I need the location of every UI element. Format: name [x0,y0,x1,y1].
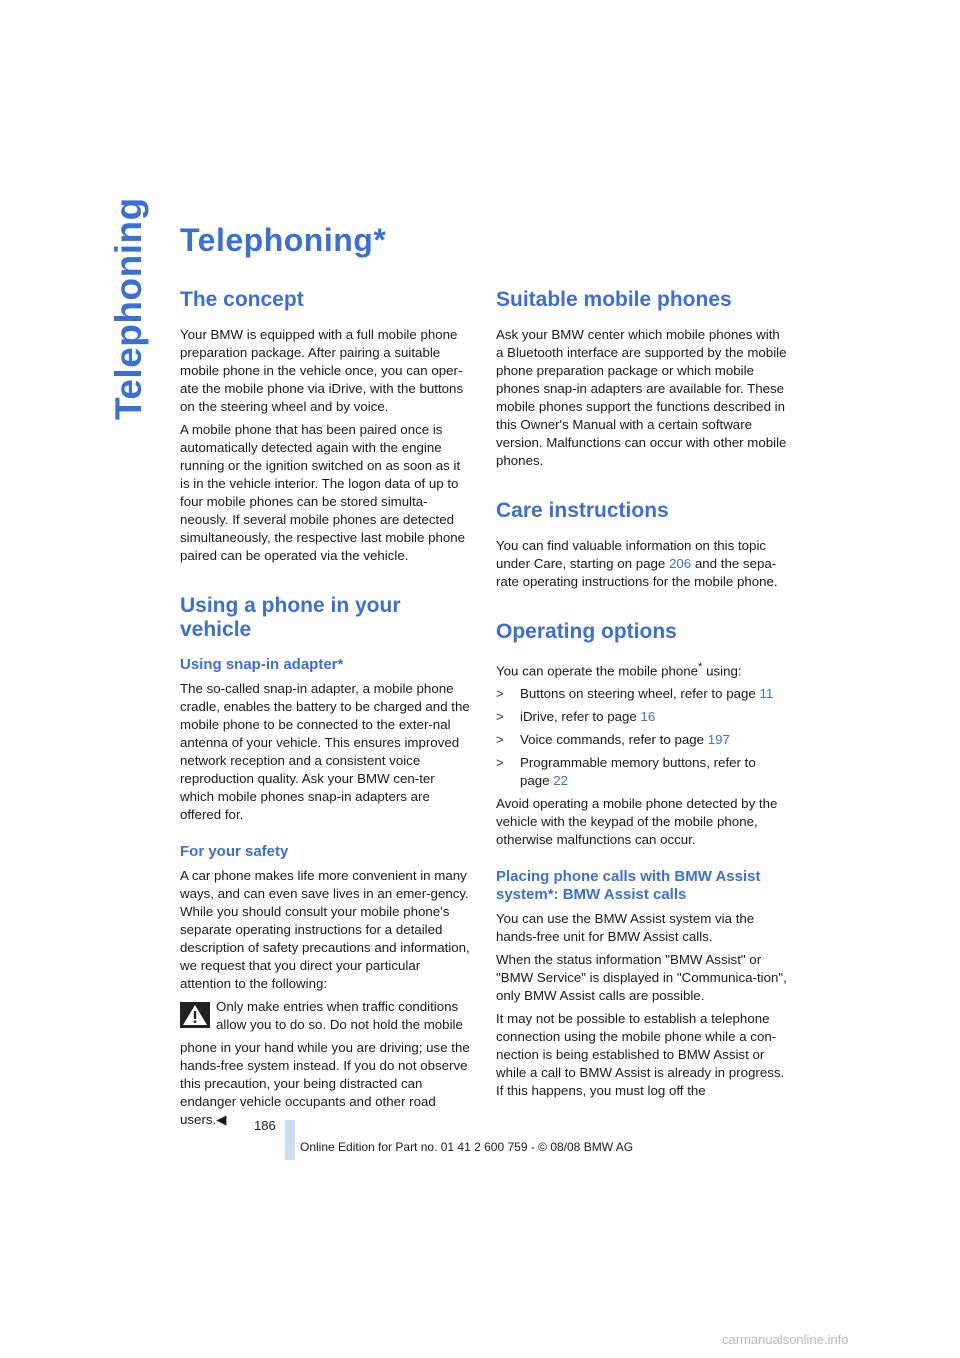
snap-in-heading: Using snap-in adapter* [180,656,344,673]
assist-paragraph-1: You can use the BMW Assist system via the hands-free unit for BMW Assist calls. [496,911,755,945]
safety-heading: For your safety [180,843,289,860]
option-text: Programmable memory buttons, refer to page [520,755,756,789]
bullet-mark: > [496,732,504,748]
list-item [496,685,788,703]
bmw-assist-heading: Placing phone calls with BMW Assist system*: BMW Assist calls [496,868,761,904]
bullet-mark: > [496,755,504,771]
care-text-before: You can find valuable information on this topic under Care, starting on page [496,538,767,571]
options-intro-after: using: [702,663,742,679]
care-page-link[interactable]: 206 [668,556,692,571]
page-number: 186 [254,1118,276,1133]
warning-block [180,998,472,1129]
avoid-paragraph: Avoid operating a mobile phone detected by the vehicle with the keypad of the mobile phone, otherwise malfunctions can occur. [496,796,778,848]
care-heading: Care instructions [496,499,669,522]
list-item [496,731,788,749]
warning-triangle-icon [180,1002,210,1028]
options-list [496,685,788,790]
title-asterisk: * [373,222,387,258]
warning-text-rest [180,1039,472,1129]
assist-paragraph-3: It may not be possible to establish a telephone connection using the mobile phone while a con-nection is being established to BMW Assist or while a call to BMW Assist is already in progress. If this happens, you must log off the [496,1011,785,1099]
bullet-mark: > [496,686,504,702]
options-intro-asterisk: * [698,661,703,673]
options-intro-before: You can operate the mobile phone [496,663,699,679]
list-item [496,708,788,726]
option-text: iDrive, refer to page [520,709,641,725]
concept-paragraph-1: Your BMW is equipped with a full mobile phone preparation package. After pairing a suitable mobile phone in the vehicle once, you can oper-ate the mobile phone via iDrive, with the buttons on the steering wheel and by voice. [180,327,464,414]
care-paragraph [496,537,788,591]
using-phone-heading: Using a phone in your vehicle [180,594,401,641]
footer-accent-bar [285,1120,295,1160]
assist-paragraph-2: When the status information "BMW Assist" or "BMW Service" is displayed in "Communica-tion", only BMW Assist calls are possible. [496,952,787,1004]
option-text: Buttons on steering wheel, refer to page [520,686,760,702]
snap-in-paragraph: The so-called snap-in adapter, a mobile phone cradle, enables the battery to be charged and the mobile phone to be connected to the exter-nal antenna of your vehicle. This ensures improved network reception and a consistent voice reproduction quality. Ask your BMW cen-ter which mobile phones snap-in adapters are offered for. [180,681,470,822]
warning-text-body: phone in your hand while you are driving; use the hands-free system instead. If you do not observe this precaution, your being distracted can endanger vehicle occupants and other road users. [180,1040,470,1127]
online-edition-text: Online Edition for Part no. 01 41 2 600 759 - © 08/08 BMW AG [300,1140,634,1154]
suitable-phones-heading: Suitable mobile phones [496,288,732,311]
page-link[interactable]: 16 [640,709,656,725]
concept-paragraph-2: A mobile phone that has been paired once is automatically detected again with the engine running or the ignition switched on as soon as it is in the vehicle interior. The logon data of up to four mobile phones can be stored simulta-neously. If several mobile phones are detected simultaneously, the respective last mobile phone paired can be operated via the vehicle. [180,422,466,563]
page-link[interactable]: 11 [759,686,774,702]
page-title [180,222,386,259]
watermark: carmanualsonline.info [722,1332,849,1347]
page-link[interactable]: 22 [553,773,569,789]
concept-heading: The concept [180,288,304,311]
page-title-text: Telephoning [180,222,374,258]
side-tab-label: Telephoning [108,197,149,420]
care-text-after: and the sepa-rate operating instructions for the mobile phone. [496,556,778,589]
side-tab [106,197,166,422]
operating-options-heading: Operating options [496,620,677,643]
safety-paragraph: A car phone makes life more convenient in many ways, and can even save lives in an emer-gency. While you should consult your mobile phone's separate operating instructions for a detailed description of safety precautions and information, we request that you direct your particular attention to the following: [180,868,470,991]
left-column [180,288,472,1134]
right-column [496,288,788,1105]
page-link[interactable]: 197 [707,732,730,748]
end-mark: ◀ [216,1112,227,1127]
option-text: Voice commands, refer to page [520,732,708,748]
warning-text-first: Only make entries when traffic conditions allow you to do so. Do not hold the mobile [216,999,463,1032]
bullet-mark: > [496,709,504,725]
suitable-phones-paragraph: Ask your BMW center which mobile phones with a Bluetooth interface are supported by the mobile phone preparation package or which mobile phones snap-in adapters are available for. These mobile phones support the functions described in this Owner's Manual with a certain software version. Malfunctions can occur with other mobile phones. [496,327,787,468]
options-intro [496,658,788,680]
list-item [496,754,788,790]
